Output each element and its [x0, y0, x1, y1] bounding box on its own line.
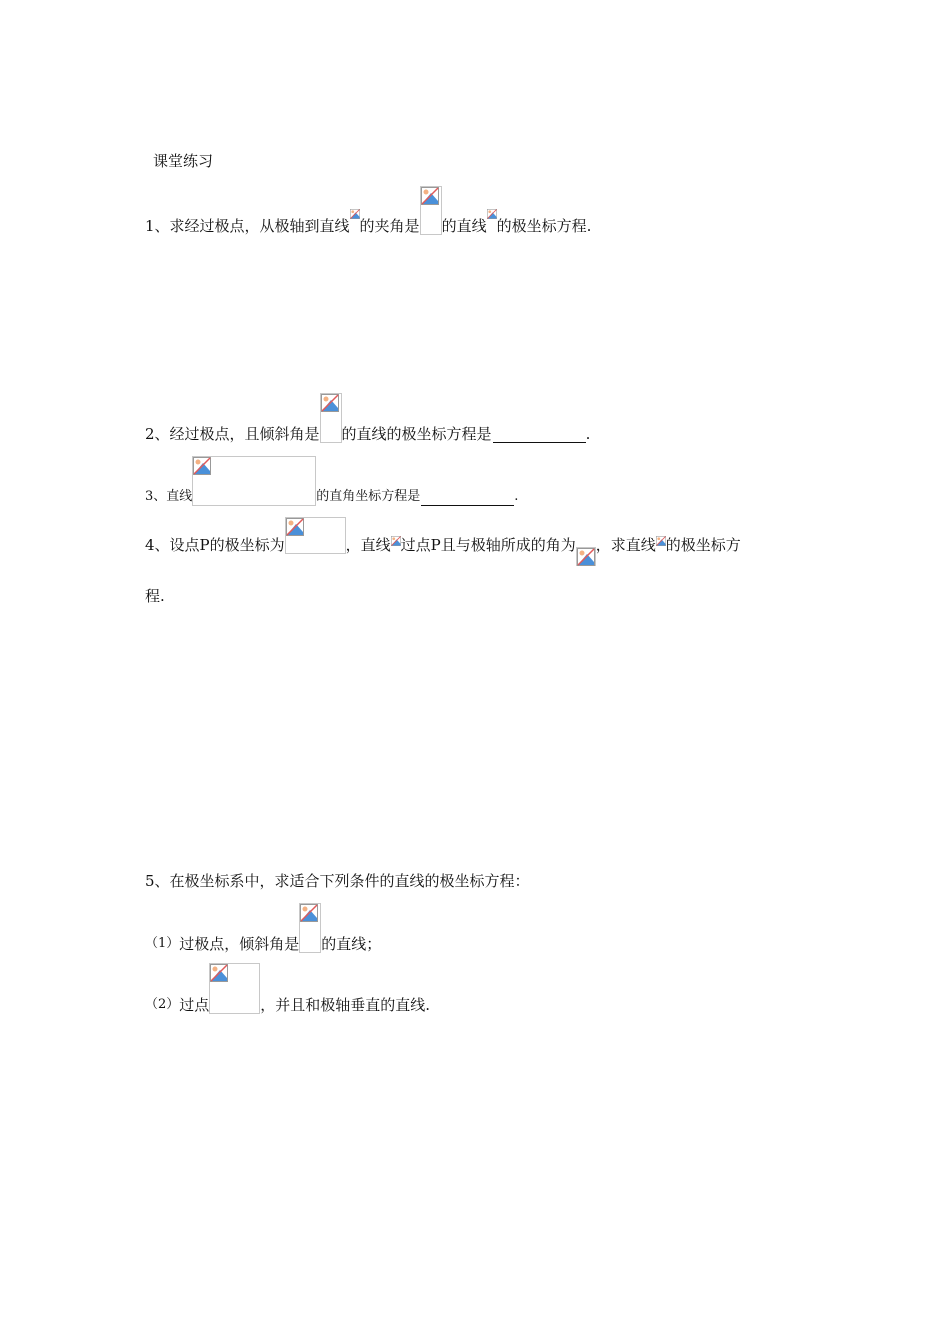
q4-text-b: ，直线	[345, 536, 391, 554]
q5-p2-text-b: ，并且和极轴垂直的直线.	[260, 996, 431, 1014]
broken-image-icon	[577, 548, 595, 566]
q4-text-e: 的极坐标方	[665, 536, 741, 554]
q5-p2-num: （2）	[145, 997, 180, 1012]
formula-image	[299, 903, 321, 953]
q1-text-a: 1、求经过极点，从极轴到直线	[145, 217, 350, 235]
q2-text-a: 2、经过极点，且倾斜角是	[145, 425, 320, 443]
q5-p1-num: （1）	[145, 936, 180, 951]
formula-image	[350, 205, 360, 235]
broken-image-icon	[487, 205, 497, 223]
q1-text-b: 的夹角是	[359, 217, 420, 235]
q4-continuation: 程.	[145, 587, 165, 605]
formula-image	[209, 963, 260, 1014]
formula-image	[656, 532, 666, 554]
question-5-part-2	[145, 963, 430, 1014]
question-2	[145, 393, 590, 443]
broken-image-icon	[391, 532, 401, 550]
question-5-title: 5、在极坐标系中，求适合下列条件的直线的极坐标方程：	[145, 872, 530, 890]
answer-blank[interactable]	[493, 426, 586, 443]
broken-image-icon	[350, 205, 360, 223]
formula-image	[285, 517, 346, 554]
broken-image-icon	[656, 532, 666, 550]
q2-end: .	[585, 425, 591, 443]
broken-image-icon	[286, 518, 304, 536]
answer-blank[interactable]	[421, 489, 514, 506]
question-3	[145, 456, 518, 506]
q1-text-c: 的直线	[441, 217, 487, 235]
q2-text-b: 的直线的极坐标方程是	[341, 425, 492, 443]
question-4	[145, 517, 741, 554]
formula-image	[320, 393, 342, 443]
q3-text-b: 的直角坐标方程是	[316, 489, 421, 504]
question-5-part-1	[145, 903, 381, 953]
q4-text-a: 4、设点P的极坐标为	[145, 536, 285, 554]
q5-p1-text-a: 过极点，倾斜角是	[179, 935, 300, 953]
formula-image	[420, 186, 442, 235]
formula-image	[487, 205, 497, 235]
page-title: 课堂练习	[153, 152, 214, 170]
question-1	[145, 186, 591, 235]
broken-image-icon	[300, 904, 318, 922]
q1-text-d: 的极坐标方程.	[496, 217, 592, 235]
q4-text-c: 过点P且与极轴所成的角为	[400, 536, 576, 554]
formula-image	[391, 532, 401, 554]
formula-image	[576, 547, 596, 566]
q4-text-d: ，求直线	[595, 536, 656, 554]
broken-image-icon	[421, 187, 439, 205]
q5-p2-text-a: 过点	[179, 996, 210, 1014]
q5-p1-text-b: 的直线；	[321, 935, 382, 953]
broken-image-icon	[321, 394, 339, 412]
formula-image	[192, 456, 316, 506]
broken-image-icon	[210, 964, 228, 982]
q3-text-a: 3、直线	[145, 489, 193, 504]
q3-end: .	[514, 489, 519, 504]
broken-image-icon	[193, 457, 211, 475]
